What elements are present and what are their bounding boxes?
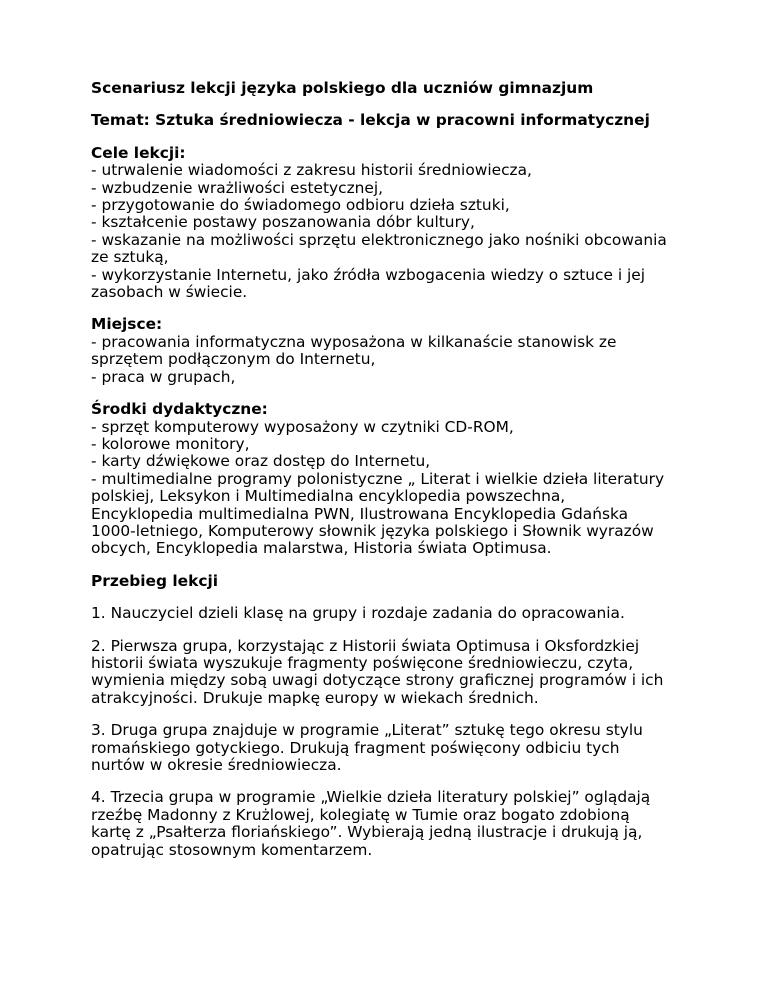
means-line: 1000-letniego, Komputerowy słownik języka polskiego i Słownik wyrazów bbox=[91, 521, 654, 540]
means-line: - kolorowe monitory, bbox=[91, 434, 250, 453]
place-section bbox=[91, 316, 711, 386]
goals-line: ze sztuką, bbox=[91, 248, 169, 267]
means-line: polskiej, Leksykon i Multimedialna encyklopedia powszechna, bbox=[91, 487, 566, 506]
means-line: - sprzęt komputerowy wyposażony w czytniki CD-ROM, bbox=[91, 417, 514, 436]
goals-heading: Cele lekcji: bbox=[91, 143, 186, 162]
course-heading-block bbox=[91, 573, 711, 590]
course-step-line: 1. Nauczyciel dzieli klasę na grupy i rozdaje zadania do opracowania. bbox=[91, 604, 625, 623]
goals-line: - wykorzystanie Internetu, jako źródła wzbogacenia wiedzy o sztuce i jej bbox=[91, 265, 646, 284]
place-line: - pracowania informatyczna wyposażona w kilkanaście stanowisk ze bbox=[91, 332, 617, 351]
place-heading: Miejsce: bbox=[91, 315, 163, 334]
goals-line: - przygotowanie do świadomego odbioru dzieła sztuki, bbox=[91, 196, 510, 215]
course-step bbox=[91, 722, 711, 774]
place-line: sprzętem podłączonym do Internetu, bbox=[91, 350, 376, 369]
goals-line: - kształcenie postawy poszanowania dóbr kultury, bbox=[91, 213, 475, 232]
course-step-line: nurtów w okresie średniowiecza. bbox=[91, 756, 342, 774]
course-step bbox=[91, 638, 711, 708]
course-heading: Przebieg lekcji bbox=[91, 571, 218, 590]
course-step-line: kartę z „Psałterza floriańskiego”. Wybierają jedną ilustracje i drukują ją, bbox=[91, 823, 643, 842]
course-step bbox=[91, 605, 711, 622]
course-step-line: opatrując stosownym komentarzem. bbox=[91, 840, 373, 859]
means-line: obcych, Encyklopedia malarstwa, Historia świata Optimusa. bbox=[91, 539, 552, 558]
course-step-line: wymienia między sobą uwagi dotyczące strony graficznej programów i ich bbox=[91, 671, 664, 690]
means-section bbox=[91, 401, 711, 558]
goals-line: - wskazanie na możliwości sprzętu elektronicznego jako nośniki obcowania bbox=[91, 230, 667, 249]
document-page bbox=[91, 80, 711, 874]
place-line: - praca w grupach, bbox=[91, 367, 236, 386]
course-step-line: atrakcyjności. Drukuje mapkę europy w wiekach średnich. bbox=[91, 688, 539, 707]
goals-line: - wzbudzenie wrażliwości estetycznej, bbox=[91, 178, 384, 197]
course-step bbox=[91, 789, 711, 859]
goals-section bbox=[91, 145, 711, 302]
course-step-line: rzeźbę Madonny z Krużlowej, kolegiatę w Tumie oraz bogato zdobioną bbox=[91, 805, 630, 824]
course-step-line: historii świata wyszukuje fragmenty poświęcone średniowieczu, czyta, bbox=[91, 653, 634, 672]
course-step-line: 4. Trzecia grupa w programie „Wielkie dzieła literatury polskiej” oglądają bbox=[91, 788, 651, 807]
document-title: Scenariusz lekcji języka polskiego dla uczniów gimnazjum bbox=[91, 79, 594, 97]
course-step-line: 2. Pierwsza grupa, korzystając z Historii świata Optimusa i Oksfordzkiej bbox=[91, 636, 640, 655]
goals-line: - utrwalenie wiadomości z zakresu historii średniowiecza, bbox=[91, 161, 532, 180]
means-line: - karty dźwiękowe oraz dostęp do Internetu, bbox=[91, 452, 431, 471]
means-line: - multimedialne programy polonistyczne „ Literat i wielkie dzieła literatury bbox=[91, 469, 665, 488]
means-line: Encyklopedia multimedialna PWN, Ilustrowana Encyklopedia Gdańska bbox=[91, 504, 629, 523]
lesson-topic: Temat: Sztuka średniowiecza - lekcja w pracowni informatycznej bbox=[91, 111, 650, 130]
means-heading: Środki dydaktyczne: bbox=[91, 400, 268, 419]
course-step-line: 3. Druga grupa znajduje w programie „Literat” sztukę tego okresu stylu bbox=[91, 721, 643, 740]
course-step-line: romańskiego gotyckiego. Drukują fragment poświęcony odbiciu tych bbox=[91, 738, 620, 757]
goals-line: zasobach w świecie. bbox=[91, 283, 248, 302]
